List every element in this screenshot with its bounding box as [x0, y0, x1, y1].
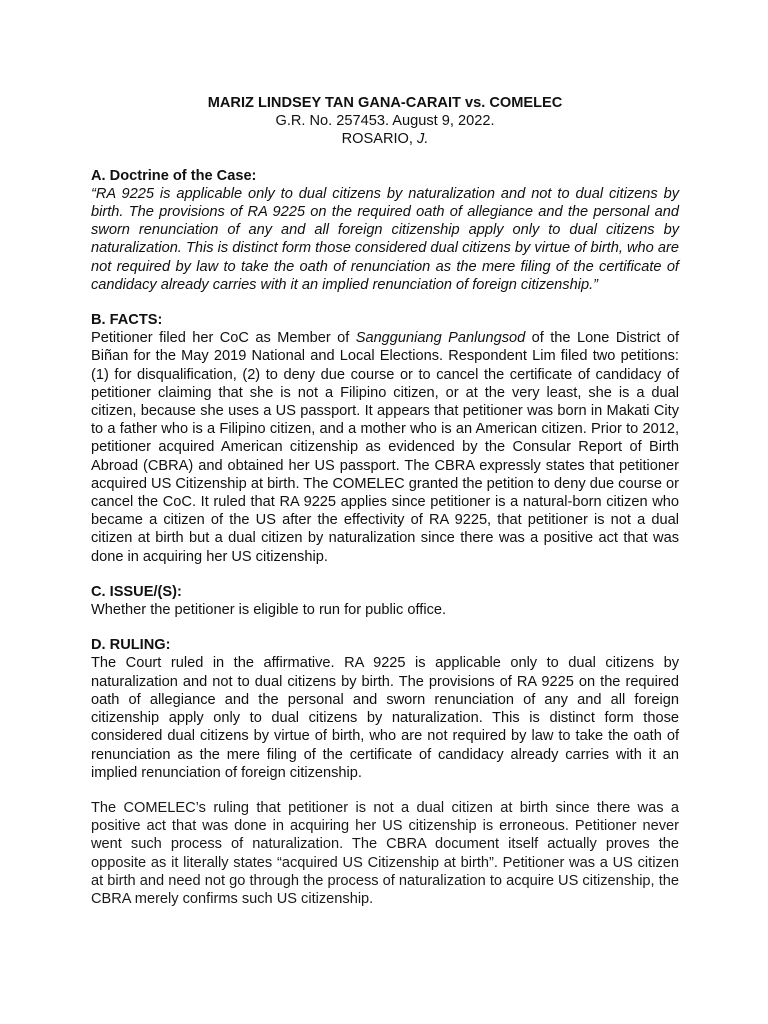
facts-text-after: of the Lone District of Biñan for the May 2019 National and Local Elections. Respondent Lim filed two petitions: (1) for disqualification, (2) to deny due course or to cancel the certificate of candidacy of petitioner claiming that she is not a Filipino citizen, or at the very least, she is a dual citizen, because she uses a US passport. It appears that petitioner was born in Makati City to a father who is a Filipino citizen, and a mother who is an American citizen. Prior to 2012, petitioner acquired American citizenship as evidenced by the Consular Report of Birth Abroad (CBRA) and obtained her US passport. The CBRA expressly states that petitioner acquired US Citizenship at birth. The COMELEC granted the petition to deny due course or cancel the CoC. It ruled that RA 9225 applies since petitioner is a natural-born citizen who became a citizen of the US after the effectivity of RA 9225, that petitioner is not a dual citizen at birth but a dual citizen by naturalization since there was a positive act that was done in acquiring her US citizenship. — [91, 330, 679, 565]
case-header — [91, 94, 679, 149]
ponente-suffix: J. — [417, 131, 429, 148]
ponente-name: ROSARIO, — [341, 131, 418, 148]
ponente — [91, 130, 679, 148]
ruling-heading: D. RULING: — [91, 637, 171, 654]
doctrine-heading: A. Doctrine of the Case: — [91, 167, 257, 184]
facts-heading: B. FACTS: — [91, 312, 163, 329]
facts-text-before: Petitioner filed her CoC as Member of — [91, 330, 356, 347]
issue-text: Whether the petitioner is eligible to run for public office. — [91, 602, 447, 619]
ruling-section — [91, 636, 679, 908]
issue-section — [91, 583, 679, 619]
ruling-paragraph-1: The Court ruled in the affirmative. RA 9225 is applicable only to dual citizens by naturalization and not to dual citizens by birth. The provisions of RA 9225 on the required oath of allegiance and the personal and sworn renunciation of any and all foreign citizenship apply only to dual citizens by naturalization. This is distinct form those considered dual citizens by virtue of birth, who are not required by law to take the oath of renunciation as the mere filing of the certificate of candidacy already carries with it an implied renunciation of foreign citizenship. — [91, 655, 679, 781]
case-citation: G.R. No. 257453. August 9, 2022. — [275, 113, 495, 130]
doctrine-section — [91, 167, 679, 294]
doctrine-text: “RA 9225 is applicable only to dual citizens by naturalization and not to dual citizens by birth. The provisions of RA 9225 on the required oath of allegiance and the personal and sworn renunciation of any and all foreign citizenship apply only to dual citizens by naturalization. This is distinct form those considered dual citizens by virtue of birth, who are not required by law to take the oath of renunciation as the mere filing of the certificate of candidacy already carries with it an implied renunciation of foreign citizenship.” — [91, 185, 679, 293]
issue-heading: C. ISSUE/(S): — [91, 583, 182, 600]
ruling-paragraph-2: The COMELEC’s ruling that petitioner is not a dual citizen at birth since there was a positive act that was done in acquiring her US citizenship is erroneous. Petitioner never went such process of naturalization. The CBRA document itself actually proves the opposite as it literally states “acquired US Citizenship at birth”. Petitioner was a US citizen at birth and need not go through the process of naturalization to acquire US citizenship, the CBRA merely confirms such US citizenship. — [91, 799, 679, 907]
document-page — [91, 94, 679, 925]
facts-section — [91, 311, 679, 566]
case-title: MARIZ LINDSEY TAN GANA-CARAIT vs. COMELEC — [207, 95, 563, 111]
facts-text — [91, 329, 679, 566]
facts-text-italic: Sangguniang Panlungsod — [355, 330, 526, 347]
